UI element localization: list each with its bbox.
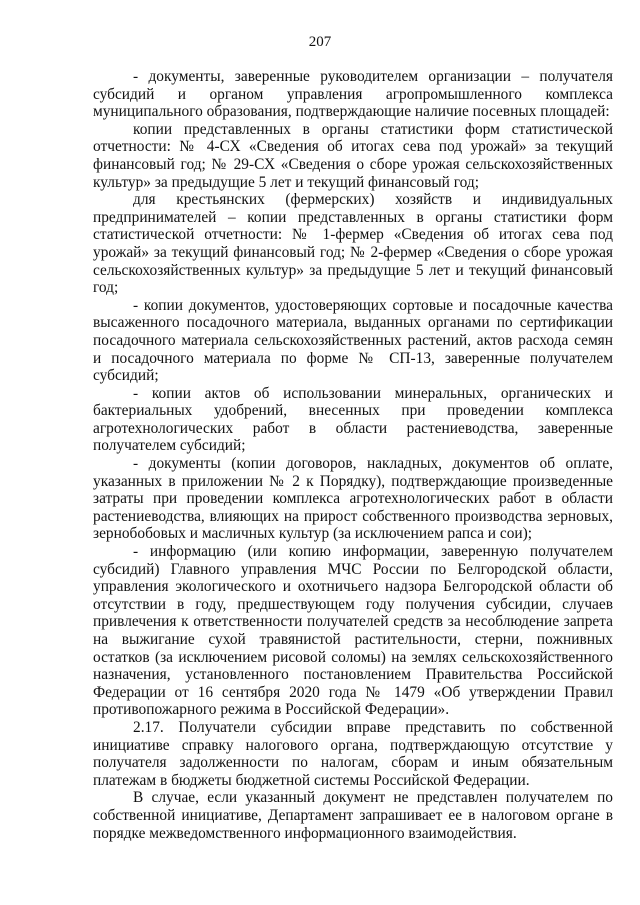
paragraph-interagency-request: В случае, если указанный документ не представлен получателем по собственной инициативе, Департамент запрашивает ее в налоговом органе в порядке межведомственного информационного взаимодействия. (93, 789, 613, 842)
paragraph-documents-sown-areas: - документы, заверенные руководителем организации – получателя субсидий и органом управления агропромышленного комплекса муниципального образования, подтверждающие наличие посевных площадей: (93, 68, 613, 121)
paragraph-cost-documents: - документы (копии договоров, накладных, документов об оплате, указанных в приложении № 2 к Порядку), подтверждающие произведенные затраты при проведении комплекса агротехнологических работ в области растениеводства, влияющих на прирост собственного производства зерновых, зернобобовых и масличных культур (за исключением рапса и сои); (93, 455, 613, 543)
paragraph-emergency-info: - информацию (или копию информации, заверенную получателем субсидий) Главного управления МЧС России по Белгородской области, управления экологического и охотничьего надзора Белгородской области об отсутствии в году, предшествующем году получения субсидии, случаев привлечения к ответственности получателей средств за несоблюдение запрета на выжигание сухой травянистой растительности, стерни, пожнивных остатков (за исключением рисовой соломы) на землях сельскохозяйственного назначения, установленного постановлением Правительства Российской Федерации от 16 сентября 2020 года № 1479 «Об утверждении Правил противопожарного режима в Российской Федерации». (93, 543, 613, 719)
page-number: 207 (308, 34, 332, 50)
paragraph-fertilizer-acts: - копии актов об использовании минеральных, органических и бактериальных удобрений, внесенных при проведении комплекса агротехнологических работ в области растениеводства, заверенные получателем субсидий; (93, 384, 613, 455)
paragraph-farmer-forms: для крестьянских (фермерских) хозяйств и индивидуальных предпринимателей – копии представленных в органы статистики форм статистической отчетности: № 1-фермер «Сведения об итогах сева под урожай» за текущий финансовый год; № 2-фермер «Сведения о сборе урожая сельскохозяйственных культур» за предыдущие 5 лет и текущий финансовый год; (93, 191, 613, 297)
paragraph-section-2-17: 2.17. Получатели субсидии вправе представить по собственной инициативе справку налогового органа, подтверждающую отсутствие у получателя задолженности по налогам, сборам и иным обязательным платежам в бюджеты бюджетной системы Российской Федерации. (93, 718, 613, 789)
paragraph-statistics-forms: копии представленных в органы статистики форм статистической отчетности: № 4-СХ «Сведения об итогах сева под урожай» за текущий финансовый год; № 29-СХ «Сведения о сборе урожая сельскохозяйственных культур» за предыдущие 5 лет и текущий финансовый год; (93, 120, 613, 191)
paragraph-seed-certificates: - копии документов, удостоверяющих сортовые и посадочные качества высаженного посадочного материала, выданных органами по сертификации посадочного материала сельскохозяйственных растений, актов расхода семян и посадочного материала по форме № СП-13, заверенные получателем субсидий; (93, 296, 613, 385)
document-body (93, 68, 613, 842)
